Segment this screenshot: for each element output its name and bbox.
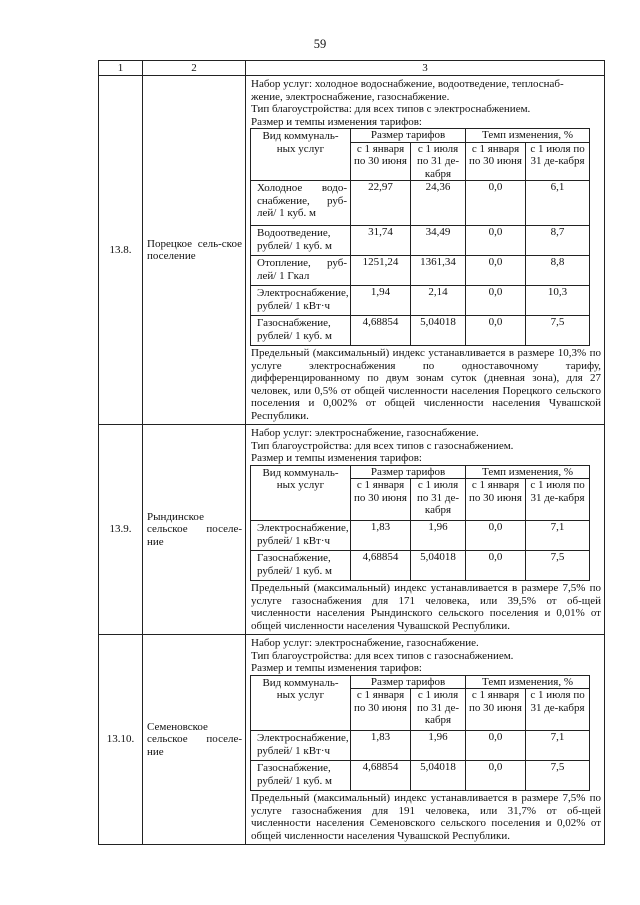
- description-line: Набор услуг: электроснабжение, газоснабжение.: [251, 427, 479, 439]
- section-description: [246, 425, 605, 635]
- subtable-header-row: [251, 465, 590, 479]
- service-cell: Газоснабжение, рублей/ 1 куб. м: [251, 761, 351, 791]
- tariff-size-header: Размер тарифов: [351, 129, 466, 143]
- tariff-size-header: Размер тарифов: [351, 465, 466, 479]
- tariff-row: [251, 761, 590, 791]
- change-rate-value: 0,0: [466, 731, 526, 761]
- settlement-name: Семеновское сельское поселе-ние: [143, 635, 246, 845]
- service-cell: Электроснабжение, рублей/ 1 кВт·ч: [251, 731, 351, 761]
- change-rate-value: 7,5: [526, 316, 590, 346]
- service-type-header: Вид коммуналь-ных услуг: [251, 465, 351, 521]
- tariff-row: [251, 181, 590, 226]
- tariff-value: 1361,34: [411, 256, 466, 286]
- header-col-1: 1: [99, 61, 143, 76]
- period-header: с 1 января по 30 июня: [466, 479, 526, 521]
- tariff-value: 2,14: [411, 286, 466, 316]
- change-rate-value: 0,0: [466, 761, 526, 791]
- change-rate-value: 0,0: [466, 286, 526, 316]
- tariff-row: [251, 256, 590, 286]
- change-rate-value: 7,1: [526, 731, 590, 761]
- page-number: 59: [313, 37, 327, 51]
- description-line: Размер и темпы изменения тарифов:: [251, 662, 422, 674]
- change-rate-value: 0,0: [466, 551, 526, 581]
- description-line: Набор услуг: холодное водоснабжение, водоотведение, теплоснаб-: [251, 78, 564, 90]
- tariff-row: [251, 286, 590, 316]
- change-rate-value: 7,1: [526, 521, 590, 551]
- tariff-row: [251, 226, 590, 256]
- tariff-value: 1251,24: [351, 256, 411, 286]
- change-rate-value: 0,0: [466, 256, 526, 286]
- description-line: Размер и темпы изменения тарифов:: [251, 115, 422, 128]
- tariff-value: 22,97: [351, 181, 411, 226]
- change-rate-header: Темп изменения, %: [466, 129, 590, 143]
- limit-index-note: Предельный (максимальный) индекс устанавливается в размере 7,5% по услуге газоснабжения для 191 человека, или 31,7% от об-щей численности населения Семеновского сельского поселения и 0,02% от общей численности населения Чувашской Республики.: [251, 792, 601, 842]
- service-cell: Электроснабжение, рублей/ 1 кВт·ч: [251, 286, 351, 316]
- tariff-subtable: [250, 128, 590, 346]
- tariff-row: [251, 521, 590, 551]
- tariff-value: 1,96: [411, 731, 466, 761]
- change-rate-value: 8,8: [526, 256, 590, 286]
- tariff-value: 4,68854: [351, 551, 411, 581]
- section-number: 13.10.: [99, 635, 143, 845]
- section-row: [99, 635, 605, 845]
- description-line: Тип благоустройства: для всех типов с газоснабжением.: [251, 649, 514, 662]
- description-line: Набор услуг: электроснабжение, газоснабжение.: [251, 637, 479, 649]
- tariff-value: 1,94: [351, 286, 411, 316]
- tariff-value: 34,49: [411, 226, 466, 256]
- service-cell: Газоснабжение, рублей/ 1 куб. м: [251, 551, 351, 581]
- service-cell: Газоснабжение, рублей/ 1 куб. м: [251, 316, 351, 346]
- period-header: с 1 июля по 31 де-кабря: [411, 142, 466, 181]
- settlement-name: Порецкое сель-ское поселение: [143, 76, 246, 425]
- section-description: [246, 76, 605, 425]
- tariff-row: [251, 551, 590, 581]
- tariff-table: [98, 60, 605, 845]
- tariff-value: 5,04018: [411, 316, 466, 346]
- period-header: с 1 июля по 31 де-кабря: [411, 689, 466, 731]
- tariff-value: 4,68854: [351, 316, 411, 346]
- settlement-name: Рындинское сельское поселе-ние: [143, 425, 246, 635]
- service-type-header: Вид коммуналь-ных услуг: [251, 129, 351, 181]
- subtable-header-row: [251, 675, 590, 689]
- section-number: 13.9.: [99, 425, 143, 635]
- tariff-value: 1,83: [351, 521, 411, 551]
- service-cell: Отопление, руб-лей/ 1 Гкал: [251, 256, 351, 286]
- change-rate-header: Темп изменения, %: [466, 465, 590, 479]
- tariff-row: [251, 316, 590, 346]
- change-rate-value: 0,0: [466, 181, 526, 226]
- section-row: [99, 425, 605, 635]
- change-rate-value: 0,0: [466, 226, 526, 256]
- subtable-header-row: [251, 129, 590, 143]
- period-header: с 1 июля по 31 де-кабря: [526, 142, 590, 181]
- section-description: [246, 635, 605, 845]
- header-col-2: 2: [143, 61, 246, 76]
- change-rate-value: 0,0: [466, 316, 526, 346]
- tariff-value: 24,36: [411, 181, 466, 226]
- change-rate-value: 6,1: [526, 181, 590, 226]
- period-header: с 1 июля по 31 де-кабря: [411, 479, 466, 521]
- change-rate-header: Темп изменения, %: [466, 675, 590, 689]
- period-header: с 1 января по 30 июня: [351, 689, 411, 731]
- tariff-value: 1,96: [411, 521, 466, 551]
- period-header: с 1 января по 30 июня: [351, 479, 411, 521]
- description-line: Тип благоустройства: для всех типов с газоснабжением.: [251, 439, 514, 452]
- change-rate-value: 7,5: [526, 761, 590, 791]
- period-header: с 1 января по 30 июня: [466, 689, 526, 731]
- change-rate-value: 10,3: [526, 286, 590, 316]
- tariff-row: [251, 731, 590, 761]
- period-header: с 1 января по 30 июня: [351, 142, 411, 181]
- service-type-header: Вид коммуналь-ных услуг: [251, 675, 351, 731]
- tariff-value: 5,04018: [411, 761, 466, 791]
- service-cell: Электроснабжение, рублей/ 1 кВт·ч: [251, 521, 351, 551]
- description-line: жение, электроснабжение, газоснабжение.: [251, 90, 450, 103]
- change-rate-value: 8,7: [526, 226, 590, 256]
- tariff-subtable: [250, 465, 590, 582]
- period-header: с 1 января по 30 июня: [466, 142, 526, 181]
- description-line: Тип благоустройства: для всех типов с электроснабжением.: [251, 103, 531, 115]
- tariff-subtable: [250, 675, 590, 792]
- change-rate-value: 7,5: [526, 551, 590, 581]
- tariff-value: 4,68854: [351, 761, 411, 791]
- tariff-value: 1,83: [351, 731, 411, 761]
- description-line: Размер и темпы изменения тарифов:: [251, 452, 422, 464]
- tariff-value: 5,04018: [411, 551, 466, 581]
- change-rate-value: 0,0: [466, 521, 526, 551]
- section-number: 13.8.: [99, 76, 143, 425]
- period-header: с 1 июля по 31 де-кабря: [526, 479, 590, 521]
- tariff-size-header: Размер тарифов: [351, 675, 466, 689]
- period-header: с 1 июля по 31 де-кабря: [526, 689, 590, 731]
- section-row: [99, 76, 605, 425]
- header-col-3: 3: [246, 61, 605, 76]
- service-cell: Холодное водо-снабжение, руб-лей/ 1 куб. м: [251, 181, 351, 226]
- limit-index-note: Предельный (максимальный) индекс устанавливается в размере 7,5% по услуге газоснабжения для 171 человека, или 39,5% от об-щей численности населения Рындинского сельского поселения и 0,01% от общей численности населения Чувашской Республики.: [251, 582, 601, 632]
- limit-index-note: Предельный (максимальный) индекс устанавливается в размере 10,3% по услуге электроснабжения по одноставочному тарифу, дифференцированному по двум зонам суток (дневная зона), для 27 человек, или 0,5% от общей численности населения Порецкого сельского поселения и 0,002% от общей численности населения Чувашской Республики.: [251, 347, 601, 422]
- tariff-value: 31,74: [351, 226, 411, 256]
- header-row: [99, 61, 605, 76]
- service-cell: Водоотведение, рублей/ 1 куб. м: [251, 226, 351, 256]
